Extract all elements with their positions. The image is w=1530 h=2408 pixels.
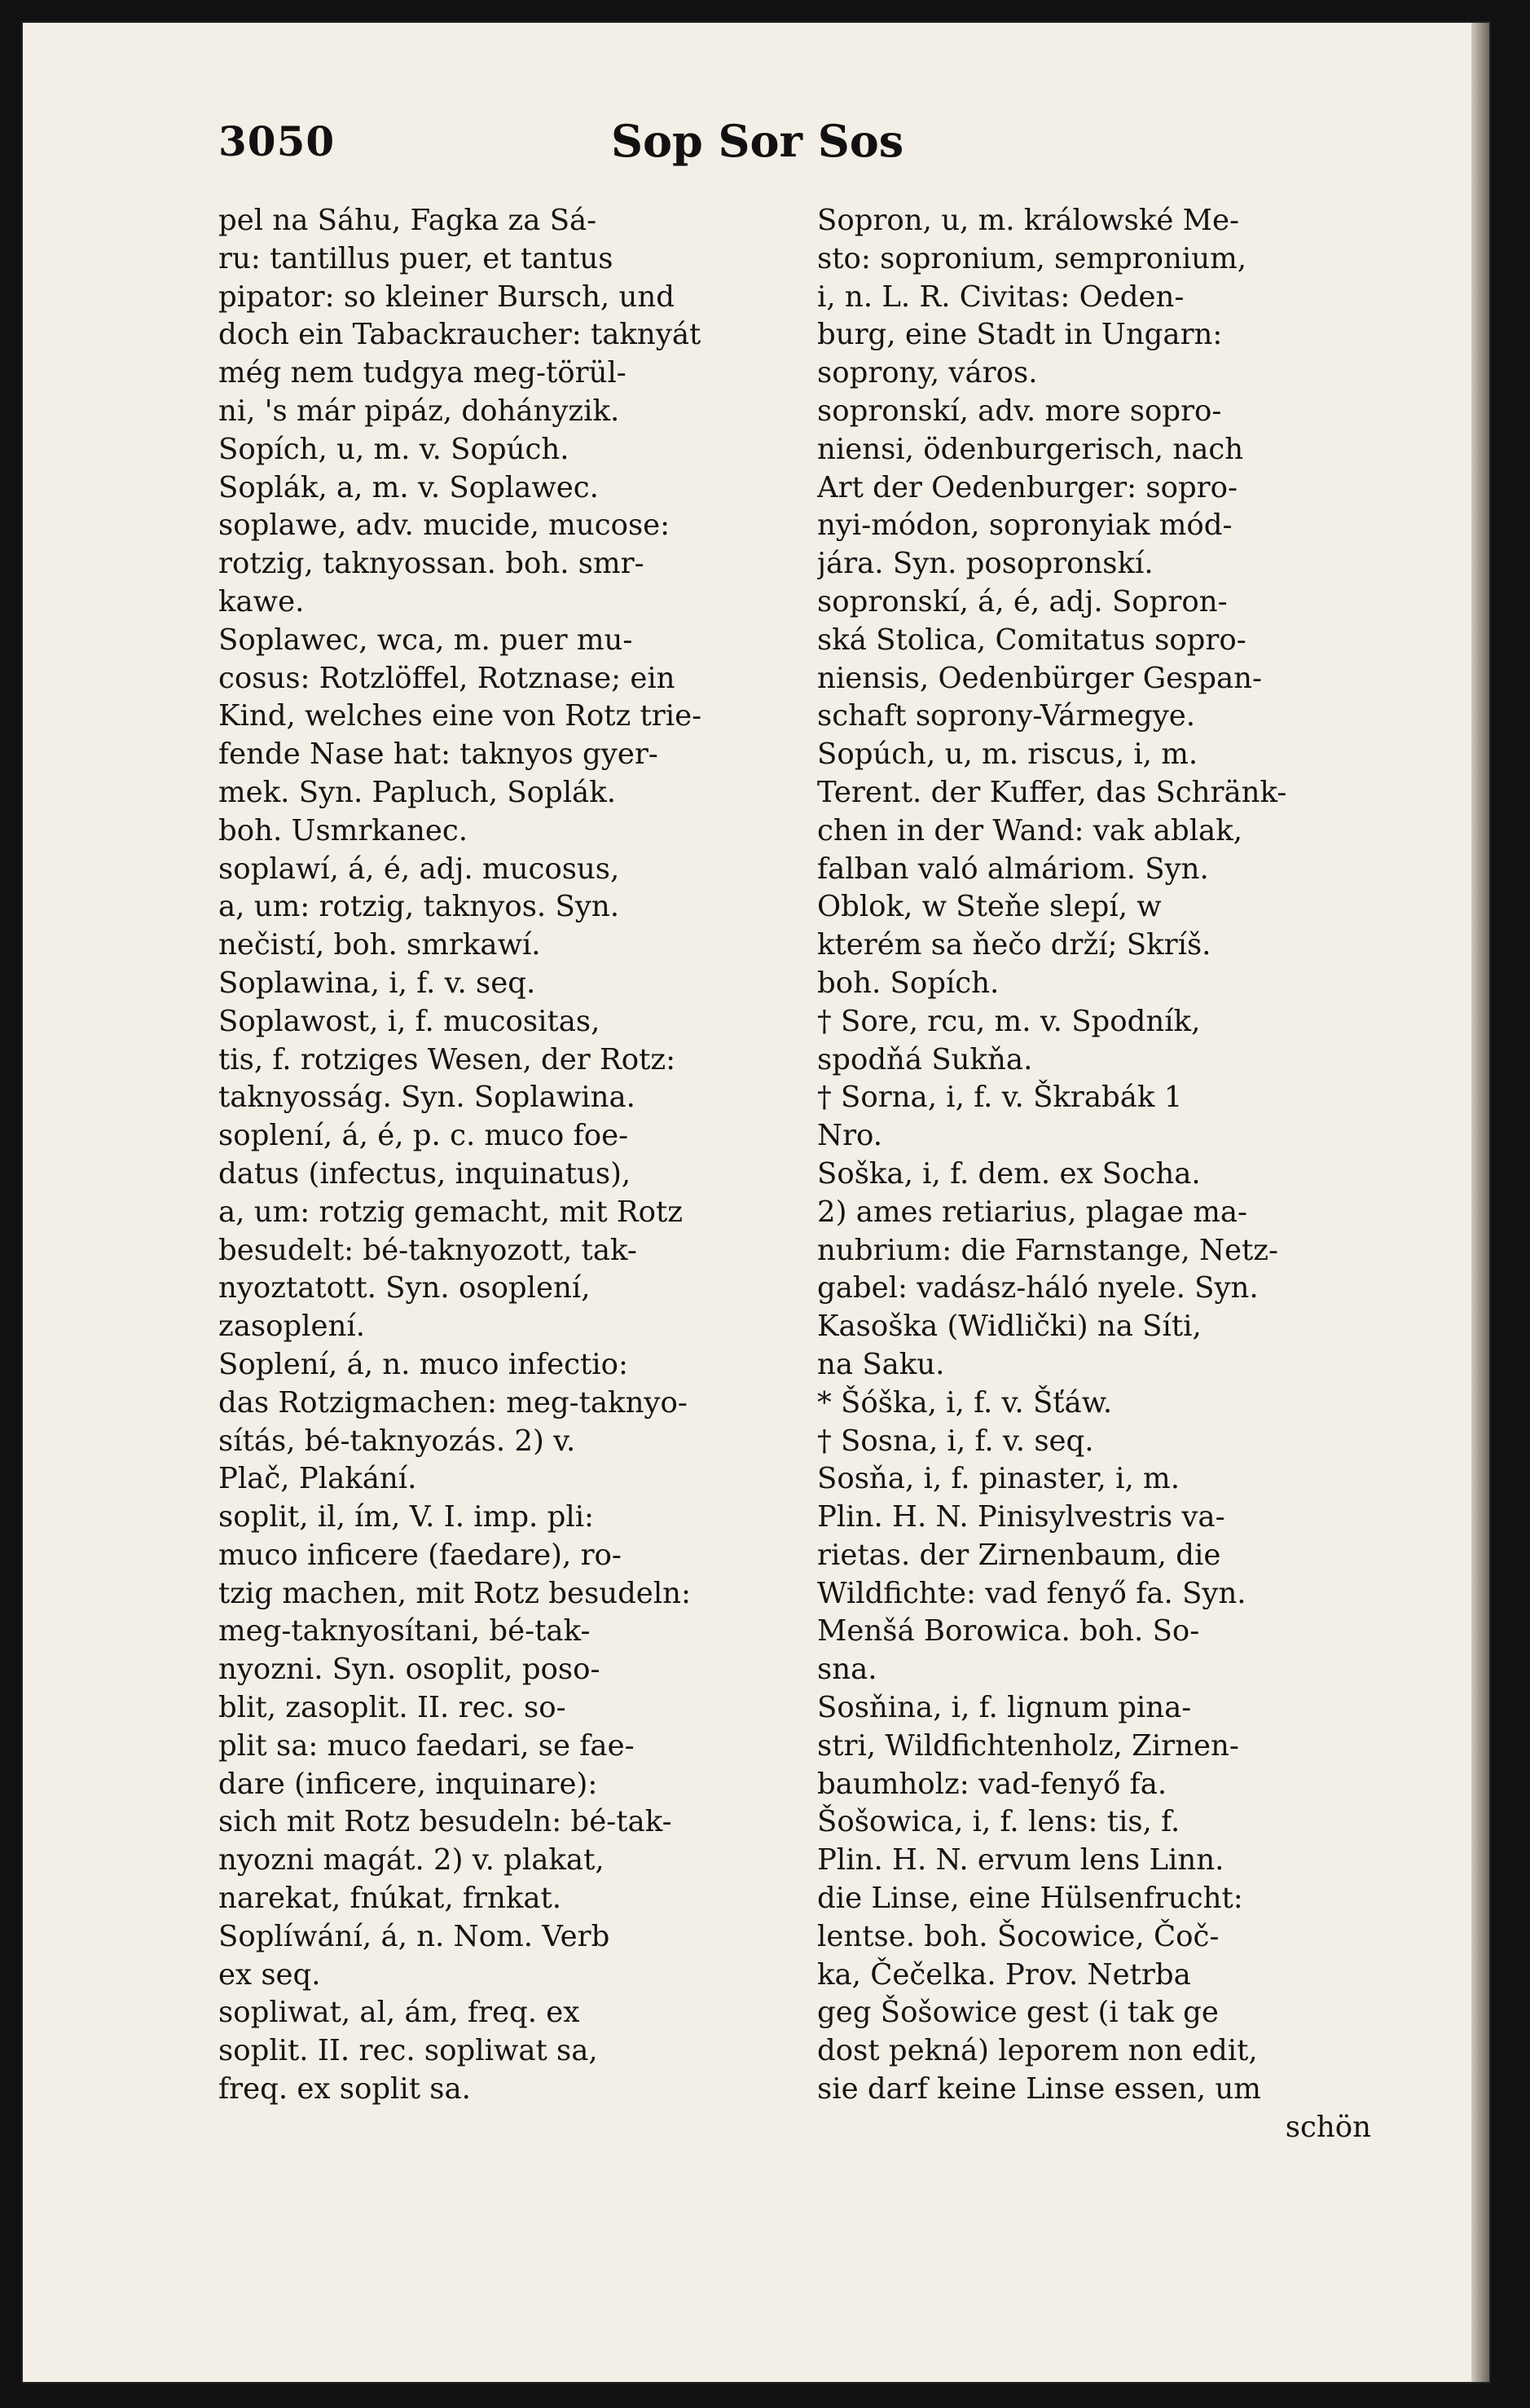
text-line: soplawí, á, é, adj. mucosus, [218, 852, 620, 886]
page-binding-edge [1471, 23, 1489, 2382]
text-line: Plin. H. N. ervum lens Linn. [817, 1843, 1224, 1878]
text-line: † Sorna, i, f. v. Škrabák 1 [817, 1081, 1183, 1115]
text-line: pipator: so kleiner Bursch, und [218, 280, 675, 314]
text-line: lentse. boh. Šocowice, Čoč- [817, 1919, 1220, 1953]
text-line: meg-taknyosítani, bé-tak- [218, 1614, 591, 1649]
text-line: schaft soprony-Vármegye. [817, 699, 1196, 733]
text-line: sto: sopronium, sempronium, [817, 241, 1247, 275]
text-line: nyozni. Syn. osoplit, poso- [218, 1653, 600, 1687]
text-line: geg Šošowice gest (i tak ge [817, 1996, 1219, 2030]
text-line: cosus: Rotzlöffel, Rotznase; ein [218, 661, 675, 695]
text-line: falban való almáriom. Syn. [817, 852, 1209, 886]
text-line: nubrium: die Farnstange, Netz- [817, 1233, 1278, 1267]
text-line: Sopúch, u, m. riscus, i, m. [817, 737, 1198, 772]
text-line: Šošowica, i, f. lens: tis, f. [817, 1805, 1180, 1839]
text-line: gabel: vadász-háló nyele. Syn. [817, 1271, 1259, 1305]
text-line: nyoztatott. Syn. osoplení, [218, 1271, 591, 1305]
text-line: Plač, Plakání. [218, 1462, 417, 1496]
text-line: kawe. [218, 584, 305, 619]
text-line: † Sosna, i, f. v. seq. [817, 1424, 1094, 1458]
text-line: Nro. [817, 1119, 883, 1153]
page-number: 3050 [218, 117, 336, 165]
text-line: a, um: rotzig, taknyos. Syn. [218, 890, 620, 924]
text-line: Soplawost, i, f. mucositas, [218, 1004, 600, 1038]
text-line: Sopron, u, m. králowské Me- [817, 204, 1239, 237]
text-line: soplení, á, é, p. c. muco foe- [218, 1119, 629, 1153]
catchword: schön [1285, 2110, 1371, 2144]
text-line: soplit. II. rec. sopliwat sa, [218, 2034, 598, 2068]
text-line: zasoplení. [218, 1310, 366, 1344]
text-line: das Rotzigmachen: meg-taknyo- [218, 1385, 688, 1420]
text-line: Plin. H. N. Pinisylvestris va- [817, 1500, 1225, 1534]
text-line: Oblok, w Steňe slepí, w [817, 890, 1162, 924]
text-line: blit, zasoplit. II. rec. so- [218, 1691, 566, 1725]
text-line: nyi-módon, sopronyiak mód- [817, 508, 1233, 543]
text-line: niensi, ödenburgerisch, nach [817, 432, 1244, 466]
text-line: besudelt: bé-taknyozott, tak- [218, 1233, 637, 1267]
text-line: doch ein Tabackraucher: taknyát [218, 318, 701, 352]
text-line: Soška, i, f. dem. ex Socha. [817, 1156, 1201, 1191]
text-line: Sosňina, i, f. lignum pina- [817, 1691, 1192, 1725]
text-line: chen in der Wand: vak ablak, [817, 813, 1243, 847]
text-line: rietas. der Zirnenbaum, die [817, 1538, 1221, 1572]
text-line: Menšá Borowica. boh. So- [817, 1614, 1200, 1649]
text-line: Sopích, u, m. v. Sopúch. [218, 432, 569, 466]
text-line: Sosňa, i, f. pinaster, i, m. [817, 1462, 1180, 1496]
text-line: Soplení, á, n. muco infectio: [218, 1347, 628, 1381]
text-line: niensis, Oedenbürger Gespan- [817, 661, 1263, 695]
text-line: ex seq. [218, 1957, 321, 1992]
running-head: Sop Sor Sos [610, 115, 904, 167]
text-line: Art der Oedenburger: sopro- [817, 470, 1238, 504]
text-line: dare (inficere, inquinare): [218, 1767, 598, 1801]
text-line: i, n. L. R. Civitas: Oeden- [817, 280, 1185, 314]
text-line: sopronskí, á, é, adj. Sopron- [817, 584, 1228, 619]
page-header [218, 112, 1310, 169]
text-line: ni, 's már pipáz, dohányzik. [218, 394, 620, 428]
text-line: kterém sa ňečo drží; Skríš. [817, 928, 1211, 962]
text-line: ská Stolica, Comitatus sopro- [817, 623, 1246, 657]
text-line: Kind, welches eine von Rotz trie- [218, 699, 702, 733]
text-line: soplawe, adv. mucide, mucose: [218, 508, 670, 543]
text-line: a, um: rotzig gemacht, mit Rotz [218, 1195, 683, 1229]
text-line: ru: tantillus puer, et tantus [218, 241, 613, 275]
text-line: boh. Sopích. [817, 966, 1000, 1000]
text-line: freq. ex soplit sa. [218, 2072, 471, 2106]
text-line: soprony, város. [817, 356, 1038, 390]
text-line: taknyosság. Syn. Soplawina. [218, 1081, 635, 1115]
text-line: tzig machen, mit Rotz besudeln: [218, 1576, 691, 1610]
text-line: sopronskí, adv. more sopro- [817, 394, 1222, 428]
text-line: die Linse, eine Hülsenfrucht: [817, 1882, 1243, 1916]
text-line: * Šóška, i, f. v. Šťáw. [817, 1385, 1113, 1420]
text-line: Terent. der Kuffer, das Schränk- [817, 775, 1287, 809]
text-line: muco inficere (faedare), ro- [218, 1538, 622, 1572]
text-line: Soplawina, i, f. v. seq. [218, 966, 536, 1000]
text-line: datus (infectus, inquinatus), [218, 1156, 631, 1191]
text-line: † Sore, rcu, m. v. Spodník, [817, 1004, 1201, 1038]
text-line: stri, Wildfichtenholz, Zirnen- [817, 1728, 1239, 1763]
text-line: spodňá Sukňa. [817, 1042, 1033, 1076]
text-line: nyozni magát. 2) v. plakat, [218, 1843, 605, 1878]
text-line: Soplawec, wca, m. puer mu- [218, 623, 633, 657]
text-line: plit sa: muco faedari, se fae- [218, 1728, 635, 1763]
text-line: Kasoška (Widlički) na Síti, [817, 1310, 1202, 1344]
text-line: sna. [817, 1653, 877, 1687]
text-line: sich mit Rotz besudeln: bé-tak- [218, 1805, 672, 1839]
text-line: Soplíwání, á, n. Nom. Verb [218, 1919, 610, 1953]
text-line: még nem tudgya meg-törül- [218, 356, 627, 390]
text-line: rotzig, taknyossan. boh. smr- [218, 547, 644, 581]
text-line: dost pekná) leporem non edit, [817, 2034, 1258, 2068]
text-line: baumholz: vad-fenyő fa. [817, 1767, 1167, 1801]
book-page [23, 23, 1489, 2382]
text-line: 2) ames retiarius, plagae ma- [817, 1195, 1248, 1229]
text-line: sítás, bé-taknyozás. 2) v. [218, 1424, 576, 1458]
text-line: jára. Syn. posopronskí. [817, 547, 1154, 581]
text-line: ka, Čečelka. Prov. Netrba [817, 1957, 1191, 1992]
text-line: pel na Sáhu, Fagka za Sá- [218, 204, 597, 237]
text-line: Wildfichte: vad fenyő fa. Syn. [817, 1576, 1246, 1610]
text-line: Soplák, a, m. v. Soplawec. [218, 470, 599, 504]
text-line: nečistí, boh. smrkawí. [218, 928, 541, 962]
right-column [817, 202, 1404, 2147]
text-line: mek. Syn. Papluch, Soplák. [218, 775, 617, 809]
text-line: soplit, il, ím, V. I. imp. pli: [218, 1500, 595, 1534]
text-line: tis, f. rotziges Wesen, der Rotz: [218, 1042, 676, 1076]
text-line: narekat, fnúkat, frnkat. [218, 1882, 562, 1916]
text-line: na Saku. [817, 1347, 945, 1381]
left-column [218, 202, 821, 2109]
text-line: sie darf keine Linse essen, um [817, 2072, 1261, 2106]
text-line: sopliwat, al, ám, freq. ex [218, 1996, 580, 2030]
text-line: burg, eine Stadt in Ungarn: [817, 318, 1223, 352]
text-line: fende Nase hat: taknyos gyer- [218, 737, 658, 772]
text-line: boh. Usmrkanec. [218, 813, 468, 847]
